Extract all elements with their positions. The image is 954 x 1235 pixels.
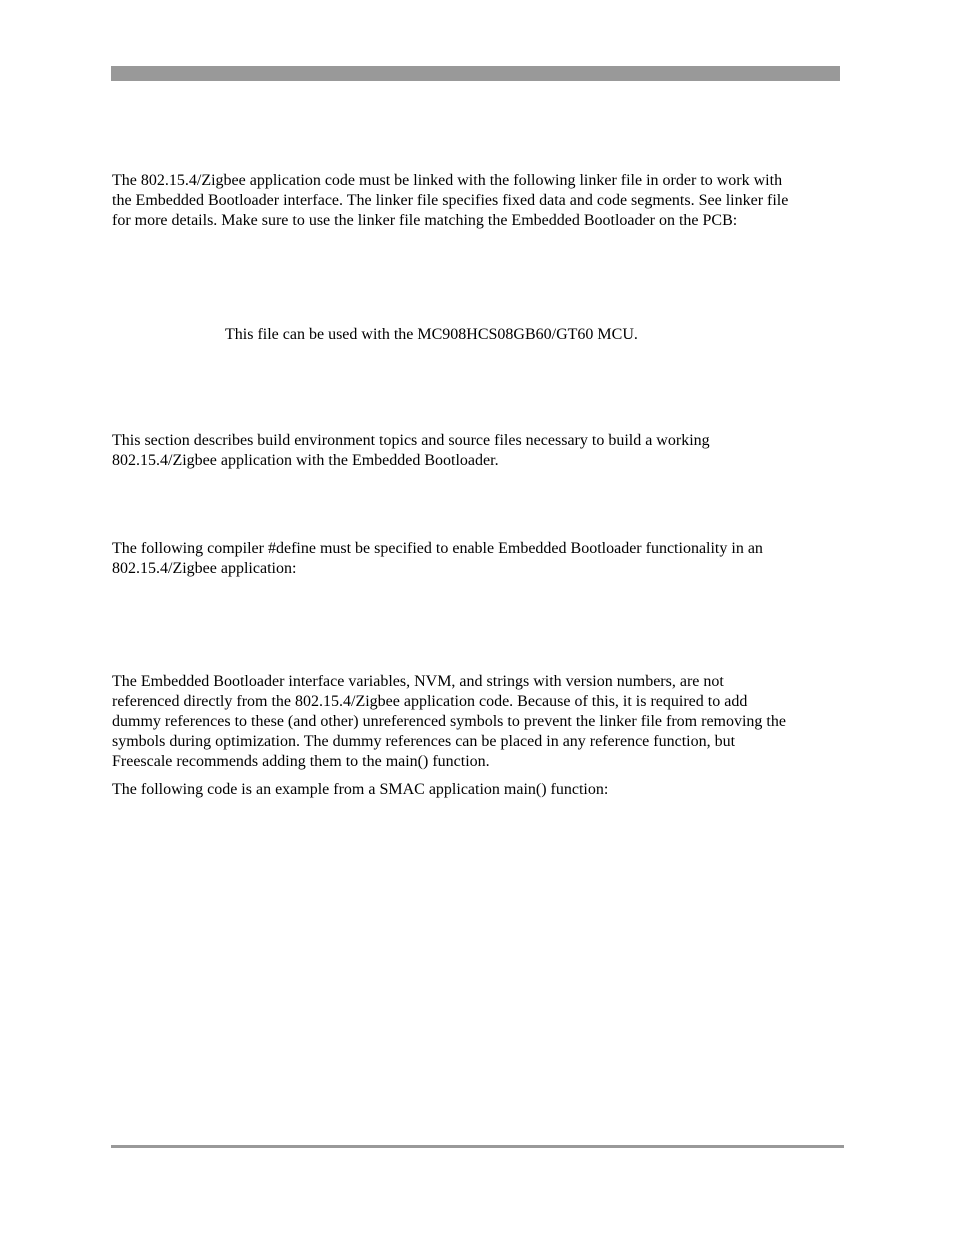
linker-file-note	[225, 325, 954, 345]
header-bar	[111, 66, 840, 81]
text-line: The following compiler #define must be specified to enable Embedded Bootloader functionality in an	[112, 540, 763, 557]
text-line: The Embedded Bootloader interface variables, NVM, and strings with version numbers, are not	[112, 673, 724, 690]
text-line: Freescale recommends adding them to the main() function.	[112, 753, 490, 770]
text-line: This file can be used with the MC908HCS08GB60/GT60 MCU.	[225, 326, 638, 343]
text-line: dummy references to these (and other) unreferenced symbols to prevent the linker file from removing the	[112, 713, 786, 730]
text-line: 802.15.4/Zigbee application with the Embedded Bootloader.	[112, 452, 499, 469]
text-line: The following code is an example from a SMAC application main() function:	[112, 781, 609, 798]
linker-intro-paragraph	[112, 171, 844, 231]
build-environment-paragraph	[112, 431, 844, 471]
footer-rule	[111, 1145, 844, 1148]
dummy-references-paragraph	[112, 672, 844, 772]
text-line: referenced directly from the 802.15.4/Zigbee application code. Because of this, it is required to add	[112, 693, 748, 710]
text-line: symbols during optimization. The dummy references can be placed in any reference function, but	[112, 733, 736, 750]
text-line: The 802.15.4/Zigbee application code must be linked with the following linker file in order to work with	[112, 172, 783, 189]
compiler-define-paragraph	[112, 539, 844, 579]
code-example-intro	[112, 780, 844, 800]
text-line: This section describes build environment topics and source files necessary to build a working	[112, 432, 710, 449]
text-line: 802.15.4/Zigbee application:	[112, 560, 297, 577]
text-line: for more details. Make sure to use the linker file matching the Embedded Bootloader on the PCB:	[112, 212, 738, 229]
text-line: the Embedded Bootloader interface. The linker file specifies fixed data and code segments. See linker file	[112, 192, 789, 209]
